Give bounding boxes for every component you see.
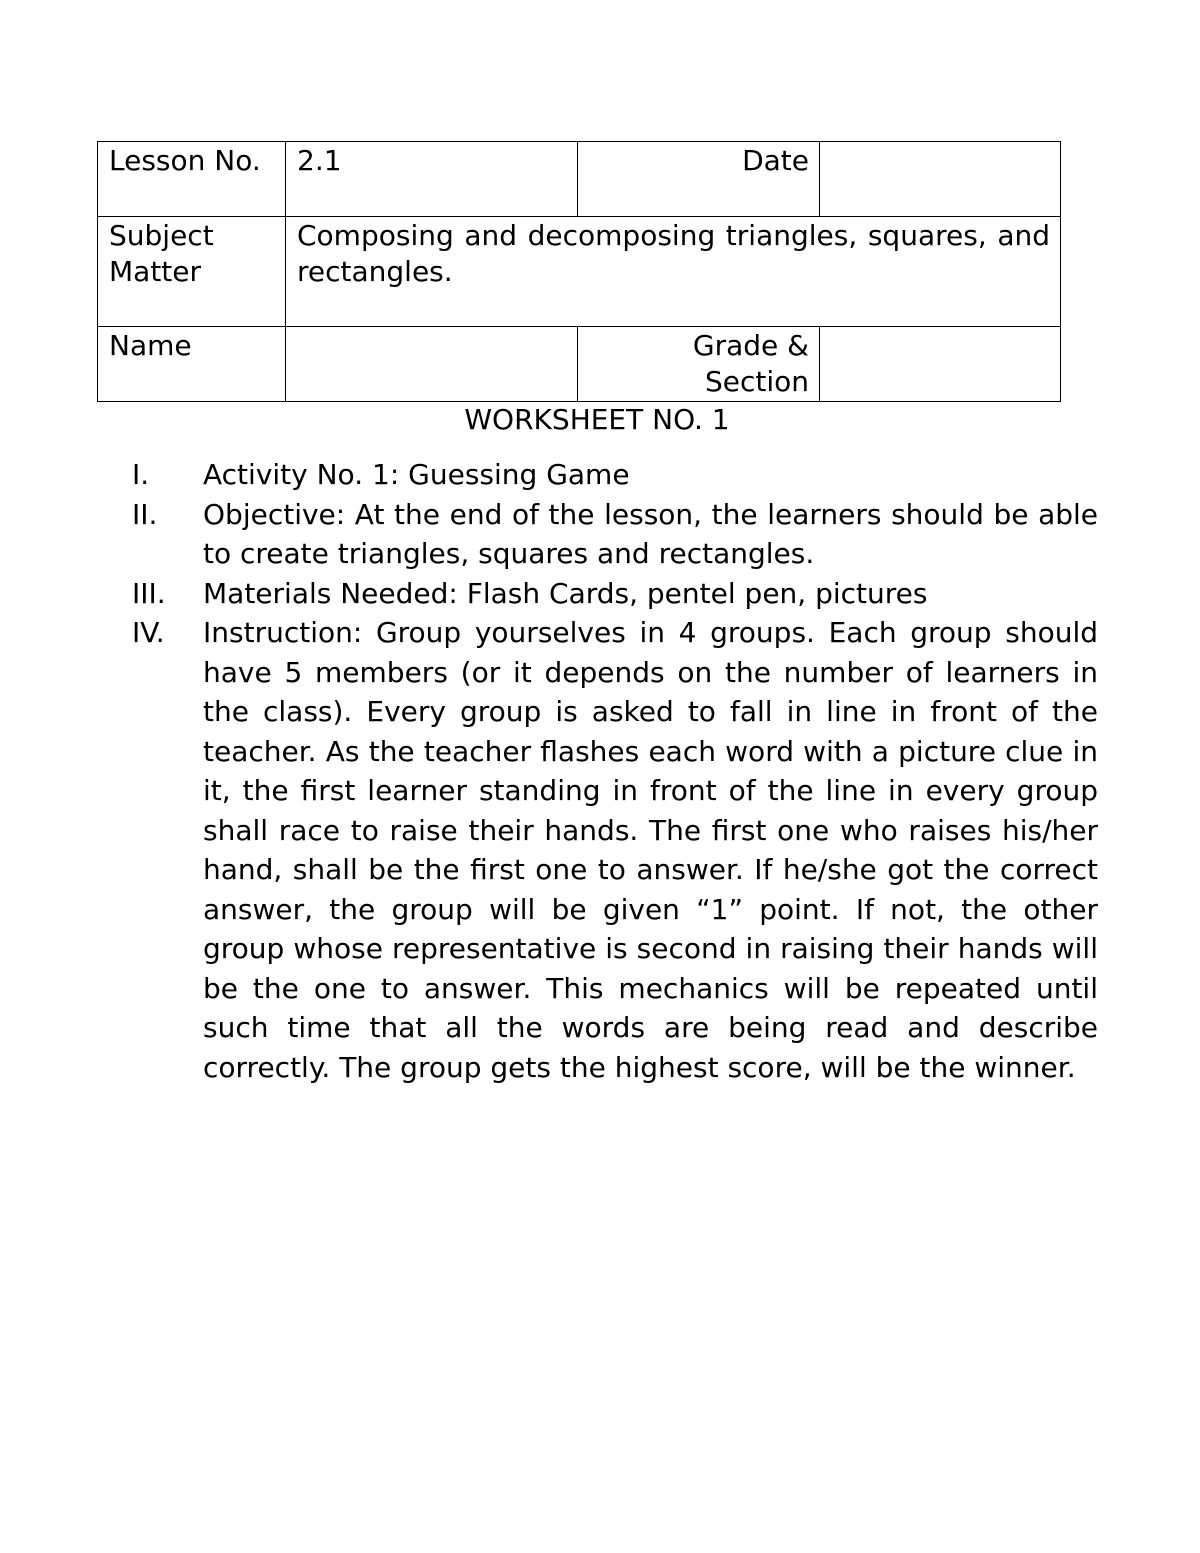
list-item xyxy=(132,455,1098,495)
subject-matter-value: Composing and decomposing triangles, squares, and rectangles. xyxy=(286,217,1061,327)
table-row xyxy=(98,327,1061,402)
item-number: II. xyxy=(132,497,158,531)
date-field[interactable] xyxy=(820,142,1061,217)
subject-matter-label: Subject Matter xyxy=(98,217,286,327)
list-item xyxy=(132,574,1098,614)
worksheet-items xyxy=(132,455,1098,1087)
date-label: Date xyxy=(578,142,820,217)
item-text: Activity No. 1: Guessing Game xyxy=(203,458,630,491)
item-text: Instruction: Group yourselves in 4 groups. Each group should have 5 members (or it depends on the number of learners in the class). Every group is asked to fall in line in front of the teacher. As the teacher flashes each word with a picture clue in it, the first learner standing in front of the line in every group shall race to raise their hands. The first one who raises his/her hand, shall be the first one to answer. If he/she got the correct answer, the group will be given “1” point. If not, the other group whose representative is second in raising their hands will be the one to answer. This mechanics will be repeated until such time that all the words are being read and describe correctly. The group gets the highest score, will be the winner. xyxy=(203,616,1098,1084)
name-field[interactable] xyxy=(286,327,578,402)
table-row xyxy=(98,217,1061,327)
grade-section-label: Grade & Section xyxy=(578,327,820,402)
worksheet-title: WORKSHEET NO. 1 xyxy=(464,403,730,436)
item-number: IV. xyxy=(132,616,165,649)
lesson-no-label: Lesson No. xyxy=(98,142,286,217)
name-label: Name xyxy=(98,327,286,402)
lesson-info-table xyxy=(97,141,1061,402)
lesson-no-value: 2.1 xyxy=(286,142,578,217)
table-row xyxy=(98,142,1061,217)
list-item xyxy=(132,613,1098,1087)
item-text: Materials Needed: Flash Cards, pentel pen, pictures xyxy=(203,576,928,610)
grade-section-field[interactable] xyxy=(820,327,1061,402)
item-number: III. xyxy=(132,576,166,610)
list-item xyxy=(132,495,1098,574)
item-text: Objective: At the end of the lesson, the learners should be able to create triangles, squares and rectangles. xyxy=(203,497,1098,570)
item-number: I. xyxy=(132,458,150,491)
